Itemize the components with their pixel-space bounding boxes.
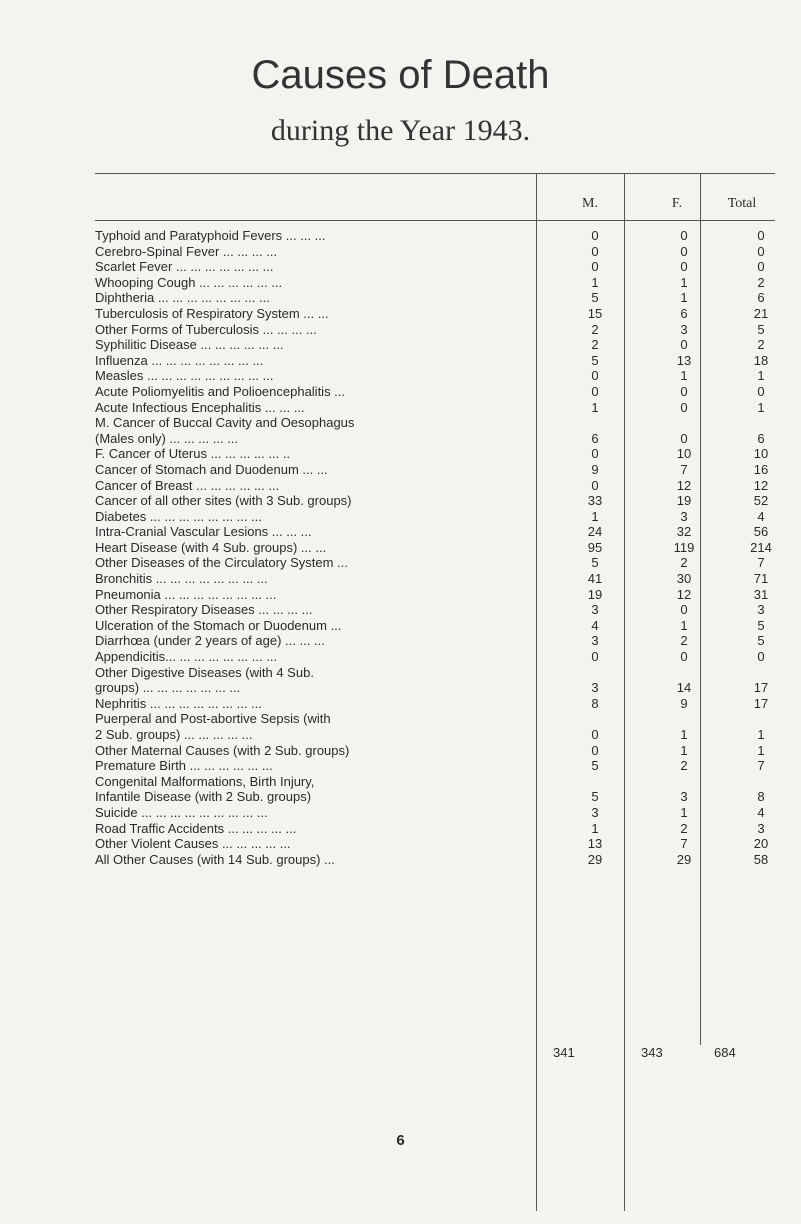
cause-label: Ulceration of the Stomach or Duodenum ... xyxy=(95,617,342,633)
cause-label: Other Digestive Diseases (with 4 Sub. xyxy=(95,664,314,680)
count-f: 6 xyxy=(680,305,688,321)
table-row xyxy=(95,602,775,618)
count-f: 0 xyxy=(680,399,688,415)
count-f: 30 xyxy=(676,571,692,587)
table-row xyxy=(95,665,775,696)
cause-label: Measles ... ... ... ... ... ... ... ... ... xyxy=(95,368,274,384)
cause-label: Syphilitic Disease ... ... ... ... ... ... xyxy=(95,337,284,353)
count-f: 1 xyxy=(680,274,688,290)
page-subtitle: during the Year 1943. xyxy=(270,114,531,147)
cause-label: Bronchitis ... ... ... ... ... ... ... ... xyxy=(95,571,268,587)
count-total: 8 xyxy=(757,789,765,805)
cause-label: Whooping Cough ... ... ... ... ... ... xyxy=(95,274,283,290)
count-m: 24 xyxy=(587,524,603,540)
count-f: 3 xyxy=(680,508,688,524)
column-header-f: F. xyxy=(671,196,683,211)
count-f: 3 xyxy=(680,789,688,805)
cause-label: Congenital Malformations, Birth Injury, xyxy=(95,773,315,789)
count-f: 1 xyxy=(680,804,688,820)
table-row xyxy=(95,384,775,400)
count-total: 1 xyxy=(757,368,765,384)
table-row xyxy=(95,478,775,494)
table-row xyxy=(95,774,775,805)
count-m: 19 xyxy=(587,586,603,602)
count-f: 2 xyxy=(680,820,688,836)
table-row xyxy=(95,275,775,291)
cause-label: Diabetes ... ... ... ... ... ... ... ... xyxy=(95,508,262,524)
cause-label: Diarrhœa (under 2 years of age) ... ... ... xyxy=(95,633,325,649)
table-row xyxy=(95,368,775,384)
cause-label: Cancer of Breast ... ... ... ... ... ... xyxy=(95,477,280,493)
count-m: 0 xyxy=(591,446,599,462)
total-all: 684 xyxy=(714,1045,736,1060)
total-m: 341 xyxy=(553,1045,575,1060)
count-f: 1 xyxy=(680,368,688,384)
count-total: 2 xyxy=(757,337,765,353)
count-total: 21 xyxy=(753,305,769,321)
count-m: 0 xyxy=(591,243,599,259)
count-total: 7 xyxy=(757,555,765,571)
table-row xyxy=(95,743,775,759)
count-m: 0 xyxy=(591,742,599,758)
count-m: 0 xyxy=(591,368,599,384)
count-f: 0 xyxy=(680,243,688,259)
count-f: 3 xyxy=(680,321,688,337)
count-total: 0 xyxy=(757,228,765,243)
count-total: 17 xyxy=(753,680,769,696)
table-row xyxy=(95,696,775,712)
count-total: 10 xyxy=(753,446,769,462)
table-row xyxy=(95,509,775,525)
count-f: 2 xyxy=(680,633,688,649)
count-m: 2 xyxy=(591,321,599,337)
count-total: 56 xyxy=(753,524,769,540)
table-row xyxy=(95,462,775,478)
count-total: 0 xyxy=(757,259,765,275)
count-m: 0 xyxy=(591,477,599,493)
count-m: 9 xyxy=(591,461,599,477)
count-m: 5 xyxy=(591,290,599,306)
count-m: 6 xyxy=(591,430,599,446)
cause-label: M. Cancer of Buccal Cavity and Oesophagus xyxy=(95,415,355,431)
cause-label: Nephritis ... ... ... ... ... ... ... ... xyxy=(95,695,262,711)
count-m: 5 xyxy=(591,555,599,571)
count-m: 1 xyxy=(591,820,599,836)
count-m: 8 xyxy=(591,695,599,711)
table-row xyxy=(95,711,775,742)
cause-label: Heart Disease (with 4 Sub. groups) ... ... xyxy=(95,539,327,555)
cause-label-continued: Infantile Disease (with 2 Sub. groups) xyxy=(95,789,312,805)
causes-table xyxy=(95,228,775,867)
count-f: 32 xyxy=(676,524,692,540)
cause-label: Road Traffic Accidents ... ... ... ... ... xyxy=(95,820,297,836)
count-f: 10 xyxy=(676,446,692,462)
count-f: 0 xyxy=(680,649,688,665)
count-f: 119 xyxy=(673,539,695,555)
cause-label-continued: (Males only) ... ... ... ... ... xyxy=(95,430,239,446)
count-total: 3 xyxy=(757,602,765,618)
table-row xyxy=(95,244,775,260)
count-f: 0 xyxy=(680,228,688,243)
column-header-m: M. xyxy=(582,196,598,211)
count-m: 1 xyxy=(591,399,599,415)
cause-label: Appendicitis... ... ... ... ... ... ... ... xyxy=(95,649,278,665)
count-total: 1 xyxy=(757,727,765,742)
count-m: 33 xyxy=(587,493,603,509)
count-total: 58 xyxy=(753,851,769,867)
count-f: 1 xyxy=(680,727,688,742)
count-m: 95 xyxy=(587,539,603,555)
table-row xyxy=(95,306,775,322)
count-f: 12 xyxy=(676,586,692,602)
count-total: 17 xyxy=(753,695,769,711)
count-m: 13 xyxy=(587,836,603,852)
count-f: 2 xyxy=(680,758,688,774)
table-row xyxy=(95,337,775,353)
count-m: 0 xyxy=(591,727,599,742)
count-total: 18 xyxy=(753,352,769,368)
count-total: 0 xyxy=(757,243,765,259)
count-f: 14 xyxy=(676,680,692,696)
count-total: 214 xyxy=(750,539,772,555)
cause-label: Cancer of Stomach and Duodenum ... ... xyxy=(95,461,328,477)
table-row xyxy=(95,618,775,634)
count-m: 1 xyxy=(591,508,599,524)
count-total: 2 xyxy=(757,274,765,290)
table-row xyxy=(95,758,775,774)
cause-label: Acute Poliomyelitis and Polioencephalitis ... xyxy=(95,383,346,399)
cause-label: Suicide ... ... ... ... ... ... ... ... ... xyxy=(95,804,268,820)
table-row xyxy=(95,836,775,852)
count-total: 1 xyxy=(757,742,765,758)
count-f: 13 xyxy=(676,352,692,368)
cause-label: Premature Birth ... ... ... ... ... ... xyxy=(95,758,273,774)
cause-label: Typhoid and Paratyphoid Fevers ... ... ... xyxy=(95,228,326,243)
table-row xyxy=(95,228,775,244)
cause-label: Diphtheria ... ... ... ... ... ... ... ... xyxy=(95,290,270,306)
table-row xyxy=(95,493,775,509)
count-total: 6 xyxy=(757,430,765,446)
table-row xyxy=(95,852,775,868)
count-f: 0 xyxy=(680,383,688,399)
table-row xyxy=(95,633,775,649)
page-number: 6 xyxy=(396,1132,405,1149)
count-total: 4 xyxy=(757,804,765,820)
cause-label: Other Diseases of the Circulatory System ... xyxy=(95,555,348,571)
count-total: 0 xyxy=(757,649,765,665)
table-row xyxy=(95,555,775,571)
count-f: 12 xyxy=(676,477,692,493)
count-f: 7 xyxy=(680,461,688,477)
count-total: 20 xyxy=(753,836,769,852)
cause-label: Influenza ... ... ... ... ... ... ... ... xyxy=(95,352,264,368)
cause-label: Other Maternal Causes (with 2 Sub. groups) xyxy=(95,742,350,758)
total-f: 343 xyxy=(641,1045,663,1060)
count-total: 5 xyxy=(757,633,765,649)
cause-label: Other Violent Causes ... ... ... ... ... xyxy=(95,836,291,852)
count-f: 1 xyxy=(680,617,688,633)
count-f: 1 xyxy=(680,742,688,758)
count-m: 3 xyxy=(591,633,599,649)
count-m: 2 xyxy=(591,337,599,353)
count-f: 7 xyxy=(680,836,688,852)
count-f: 0 xyxy=(680,430,688,446)
table-row xyxy=(95,415,775,446)
table-row xyxy=(95,353,775,369)
cause-label: F. Cancer of Uterus ... ... ... ... ... .. xyxy=(95,446,291,462)
count-m: 5 xyxy=(591,758,599,774)
table-row xyxy=(95,400,775,416)
table-header-rule xyxy=(95,220,775,221)
count-total: 31 xyxy=(753,586,769,602)
count-m: 0 xyxy=(591,383,599,399)
count-f: 2 xyxy=(680,555,688,571)
count-m: 4 xyxy=(591,617,599,633)
count-f: 0 xyxy=(680,337,688,353)
count-m: 41 xyxy=(587,571,603,587)
count-f: 9 xyxy=(680,695,688,711)
count-total: 3 xyxy=(757,820,765,836)
count-m: 0 xyxy=(591,649,599,665)
table-row xyxy=(95,446,775,462)
table-row xyxy=(95,649,775,665)
cause-label: Acute Infectious Encephalitis ... ... ... xyxy=(95,399,305,415)
count-f: 29 xyxy=(676,851,692,867)
count-m: 29 xyxy=(587,851,603,867)
count-m: 3 xyxy=(591,804,599,820)
count-m: 1 xyxy=(591,274,599,290)
count-total: 0 xyxy=(757,383,765,399)
table-row xyxy=(95,290,775,306)
column-header-total: Total xyxy=(727,196,757,211)
count-total: 5 xyxy=(757,617,765,633)
count-f: 1 xyxy=(680,290,688,306)
cause-label: Cancer of all other sites (with 3 Sub. groups) xyxy=(95,493,352,509)
count-total: 1 xyxy=(757,399,765,415)
count-m: 15 xyxy=(587,305,603,321)
cause-label: Puerperal and Post-abortive Sepsis (with xyxy=(95,711,331,727)
count-total: 16 xyxy=(753,461,769,477)
cause-label: Other Respiratory Diseases ... ... ... ... xyxy=(95,602,313,618)
count-m: 0 xyxy=(591,259,599,275)
cause-label: Cerebro-Spinal Fever ... ... ... ... xyxy=(95,243,278,259)
count-f: 0 xyxy=(680,259,688,275)
cause-label: Pneumonia ... ... ... ... ... ... ... ... xyxy=(95,586,277,602)
count-total: 5 xyxy=(757,321,765,337)
count-m: 3 xyxy=(591,602,599,618)
cause-label-continued: 2 Sub. groups) ... ... ... ... ... xyxy=(95,727,253,742)
count-m: 5 xyxy=(591,352,599,368)
count-total: 52 xyxy=(753,493,769,509)
table-row xyxy=(95,571,775,587)
count-f: 0 xyxy=(680,602,688,618)
count-total: 4 xyxy=(757,508,765,524)
cause-label: All Other Causes (with 14 Sub. groups) ... xyxy=(95,851,335,867)
cause-label: Other Forms of Tuberculosis ... ... ... ... xyxy=(95,321,317,337)
count-total: 7 xyxy=(757,758,765,774)
table-row xyxy=(95,540,775,556)
table-top-rule xyxy=(95,173,775,174)
count-total: 6 xyxy=(757,290,765,306)
count-m: 5 xyxy=(591,789,599,805)
table-row xyxy=(95,524,775,540)
count-f: 19 xyxy=(676,493,692,509)
table-row xyxy=(95,259,775,275)
table-row xyxy=(95,805,775,821)
count-m: 0 xyxy=(591,228,599,243)
count-total: 71 xyxy=(753,571,769,587)
count-total: 12 xyxy=(753,477,769,493)
count-m: 3 xyxy=(591,680,599,696)
cause-label: Tuberculosis of Respiratory System ... ... xyxy=(95,305,329,321)
table-row xyxy=(95,821,775,837)
table-row xyxy=(95,322,775,338)
cause-label: Intra-Cranial Vascular Lesions ... ... ... xyxy=(95,524,312,540)
cause-label-continued: groups) ... ... ... ... ... ... ... xyxy=(95,680,241,696)
cause-label: Scarlet Fever ... ... ... ... ... ... ... xyxy=(95,259,274,275)
page-title: Causes of Death xyxy=(251,53,550,97)
table-row xyxy=(95,587,775,603)
